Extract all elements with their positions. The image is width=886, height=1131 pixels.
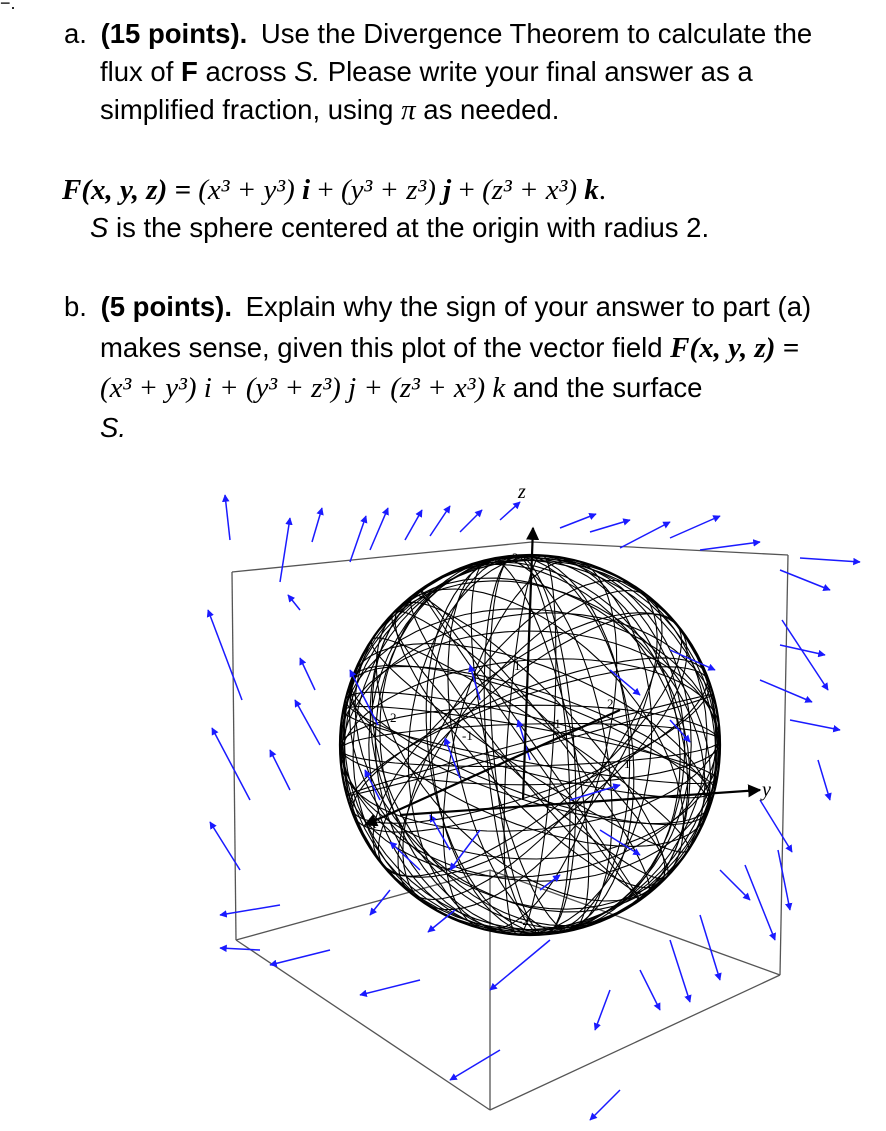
field-arrow [288, 595, 300, 610]
vector-field-plot [200, 470, 880, 1125]
surface-text: is the sphere centered at the origin with radius 2. [108, 212, 710, 243]
sphere-grid-circle [411, 595, 650, 895]
part-b-field-lhs: F(x, y, z) = [670, 332, 800, 364]
field-arrow [760, 800, 792, 852]
equation-term-1: (x³ + y³) [198, 174, 303, 206]
unit-vector-i: i [302, 174, 311, 206]
field-arrow [610, 670, 640, 695]
part-b-line-4 [100, 410, 126, 446]
y-axis-label: y [762, 779, 771, 801]
sphere-grid-circle [347, 695, 713, 796]
part-b-points: (5 points). [100, 291, 232, 322]
field-arrow [430, 506, 450, 536]
unit-vector-k: k [584, 174, 599, 206]
part-a-text-3b: as needed. [415, 94, 560, 125]
tick-z-2: 2 [512, 550, 519, 565]
equation-lhs: F(x, y, z) = [62, 174, 199, 206]
part-b-text-2: makes sense, given this plot of the vector field [100, 332, 671, 363]
field-arrow [818, 760, 830, 800]
field-arrow [620, 522, 670, 548]
unit-vector-j: j [443, 174, 452, 206]
field-arrow [212, 728, 250, 800]
bounding-box [232, 542, 788, 1110]
field-arrow [670, 940, 690, 1002]
pi-symbol: π [401, 94, 416, 126]
page-marker: −. [0, 0, 16, 13]
field-arrow [595, 990, 610, 1030]
tick-neg2: -2 [518, 913, 529, 928]
field-arrow [670, 516, 720, 538]
part-a-text-2b: across [197, 56, 295, 87]
field-arrow [600, 830, 640, 855]
field-arrow [450, 1050, 500, 1080]
field-arrow [220, 905, 280, 915]
field-arrow [370, 508, 388, 550]
field-arrow [500, 502, 520, 520]
field-arrow [445, 738, 460, 778]
part-a-label: a. [64, 18, 87, 49]
part-b-surface-S: S. [100, 412, 126, 443]
field-arrow [270, 750, 290, 790]
field-equation [62, 172, 606, 208]
tick-y-2: 2 [607, 696, 614, 711]
part-b-line-1 [64, 289, 811, 325]
field-arrow [300, 658, 315, 690]
equation-plus-1: + [310, 174, 341, 206]
tick-z-neg1: -1 [550, 716, 561, 731]
field-arrow [350, 516, 366, 562]
field-arrow [280, 518, 290, 582]
part-a-text-2c: Please write your final answer as a [320, 56, 753, 87]
field-arrow [640, 970, 660, 1010]
field-arrow [208, 610, 242, 700]
tick-z-1: 1 [514, 658, 521, 673]
field-arrow [270, 950, 330, 965]
tick-x-1: 1 [428, 808, 435, 823]
part-a-text-1: Use the Divergence Theorem to calculate the [260, 18, 813, 49]
equation-term-3: (z³ + x³) [482, 174, 585, 206]
part-a-line-1 [64, 16, 812, 52]
part-b-text-3: and the surface [505, 372, 703, 403]
surface-S-symbol: S [90, 212, 109, 243]
part-a-line-2 [100, 54, 753, 90]
field-arrow [405, 510, 422, 540]
part-b-line-2 [100, 330, 799, 366]
surface-S: S. [294, 56, 321, 87]
z-axis-label: z [518, 481, 526, 503]
part-b-line-3 [100, 370, 702, 406]
part-b-label: b. [64, 291, 87, 322]
tick-y-1: 1 [624, 756, 631, 771]
sphere-grid-circle [371, 638, 688, 852]
sphere-grid-circle [349, 667, 712, 824]
field-arrow [590, 1090, 620, 1120]
sphere-grid-circle [351, 644, 709, 847]
field-arrow [590, 520, 630, 532]
sphere-grid-circle [351, 666, 709, 825]
part-b-text-1: Explain why the sign of your answer to part (a) [245, 291, 812, 322]
sphere-grid-circle [392, 611, 668, 878]
field-arrow [490, 940, 550, 990]
equation-plus-2: + [451, 174, 483, 206]
field-arrow [700, 542, 760, 550]
tick-x-2: 2 [390, 710, 397, 725]
field-arrow [745, 865, 775, 940]
field-arrow [312, 508, 322, 542]
field-arrow [460, 510, 482, 532]
part-a-text-2a: flux of [100, 56, 182, 87]
field-arrow [220, 948, 260, 950]
field-arrow [540, 875, 560, 890]
field-arrow [360, 980, 420, 995]
part-a-points: (15 points). [100, 18, 248, 49]
vector-field-F: F [181, 56, 198, 87]
x-axis-label: x [368, 811, 377, 833]
field-arrow [295, 700, 320, 745]
vector-arrows [208, 495, 860, 1120]
surface-description [90, 210, 709, 246]
tick-y-neg1: -1 [462, 728, 473, 743]
field-arrow [782, 620, 828, 690]
part-a-line-3 [100, 92, 559, 128]
field-arrow [225, 495, 230, 540]
equation-end: . [598, 174, 606, 206]
field-arrow [720, 870, 750, 900]
field-arrow [790, 720, 840, 730]
part-a-text-3a: simplified fraction, using [100, 94, 402, 125]
part-b-field-rhs: (x³ + y³) i + (y³ + z³) j + (z³ + x³) k [100, 372, 506, 404]
equation-term-2: (y³ + z³) [340, 174, 444, 206]
field-arrow [560, 514, 596, 528]
field-arrow [800, 558, 860, 562]
sphere-grid-circle [378, 614, 681, 877]
field-arrow [778, 850, 790, 910]
